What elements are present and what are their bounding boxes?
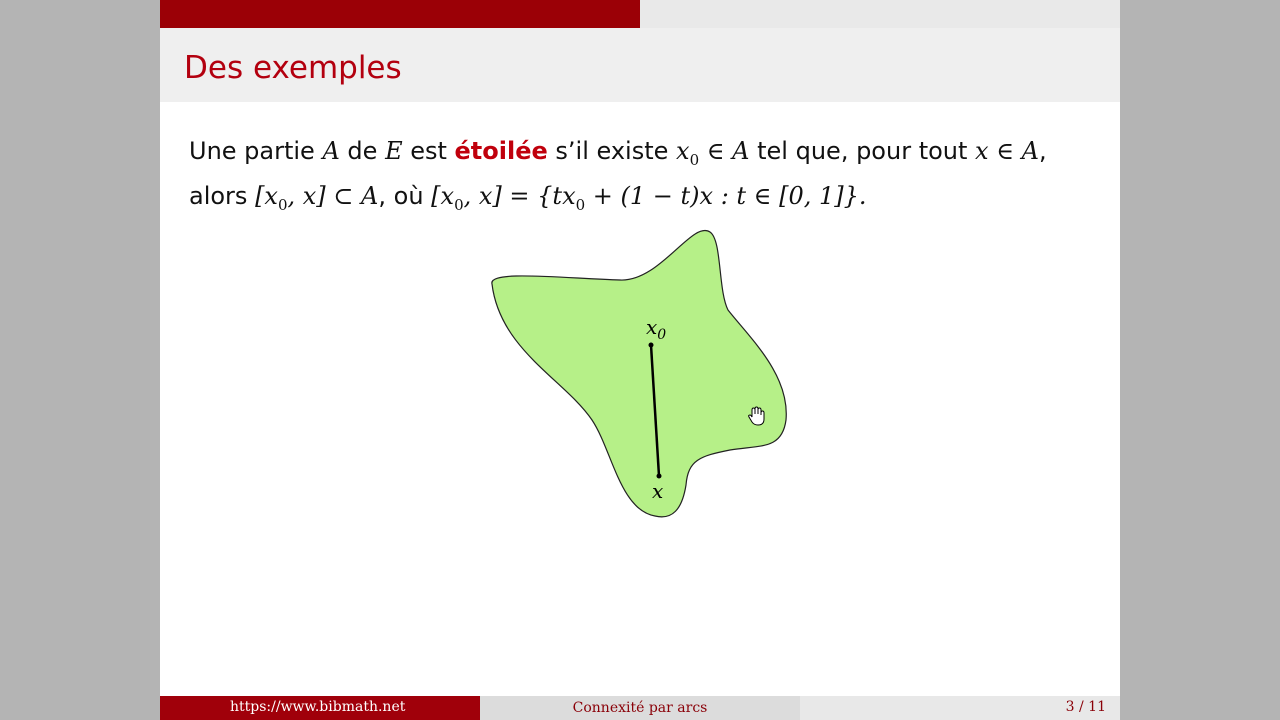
math-A2: A — [732, 137, 750, 165]
math-A4: A — [361, 181, 379, 210]
def-text-2: de — [339, 137, 386, 165]
point-x0 — [649, 343, 654, 348]
math-segment-2: [x — [431, 181, 455, 210]
math-A: A — [322, 137, 340, 165]
footer — [160, 696, 1120, 720]
math-A3: A — [1021, 137, 1039, 165]
def-line2-text-2: , où — [378, 181, 432, 210]
footer-section-title: Connexité par arcs — [572, 700, 708, 716]
def-text-3: est — [402, 137, 455, 165]
progress-fill — [160, 0, 640, 28]
label-x: x — [652, 479, 664, 503]
math-set-end: + (1 − t)x : t ∈ [0, 1]}. — [585, 181, 867, 210]
math-x0-sub: 0 — [689, 150, 700, 169]
math-segment: [x — [255, 181, 278, 210]
slide — [160, 0, 1120, 720]
math-segment-sub: 0 — [277, 195, 288, 214]
frame-title-bar — [160, 28, 1120, 102]
math-segment-2-sub: 0 — [454, 195, 464, 214]
footer-page-number: 3 / 11 — [1065, 699, 1106, 715]
math-set-start: , x] = {tx — [463, 181, 576, 210]
math-in: ∈ — [699, 137, 733, 165]
math-in-2: ∈ — [988, 137, 1022, 165]
progress-bar — [160, 0, 1120, 28]
star-shaped-region — [492, 230, 786, 516]
point-x — [657, 474, 662, 479]
footer-url[interactable]: https://www.bibmath.net — [230, 699, 406, 715]
keyword-etoilee: étoilée — [454, 137, 548, 165]
label-x0-base: x — [646, 315, 658, 339]
def-text-1: Une partie — [189, 137, 323, 165]
def-text-8: , — [1038, 137, 1047, 165]
footer-right — [800, 696, 1120, 720]
frame-title: Des exemples — [184, 50, 402, 86]
math-x: x — [975, 137, 989, 165]
def-text-4: s’il existe — [547, 137, 677, 165]
label-x0-sub: 0 — [657, 327, 667, 343]
def-line2-text-1: alors — [189, 181, 256, 210]
footer-left — [160, 696, 480, 720]
math-x0: x — [676, 137, 690, 165]
math-E: E — [385, 137, 403, 165]
math-segment-end: , x] ⊂ — [287, 181, 362, 210]
math-set-sub: 0 — [575, 195, 586, 214]
def-text-6: tel que, pour tout — [749, 137, 976, 165]
star-shaped-set-figure — [450, 210, 830, 540]
footer-center — [480, 696, 800, 720]
